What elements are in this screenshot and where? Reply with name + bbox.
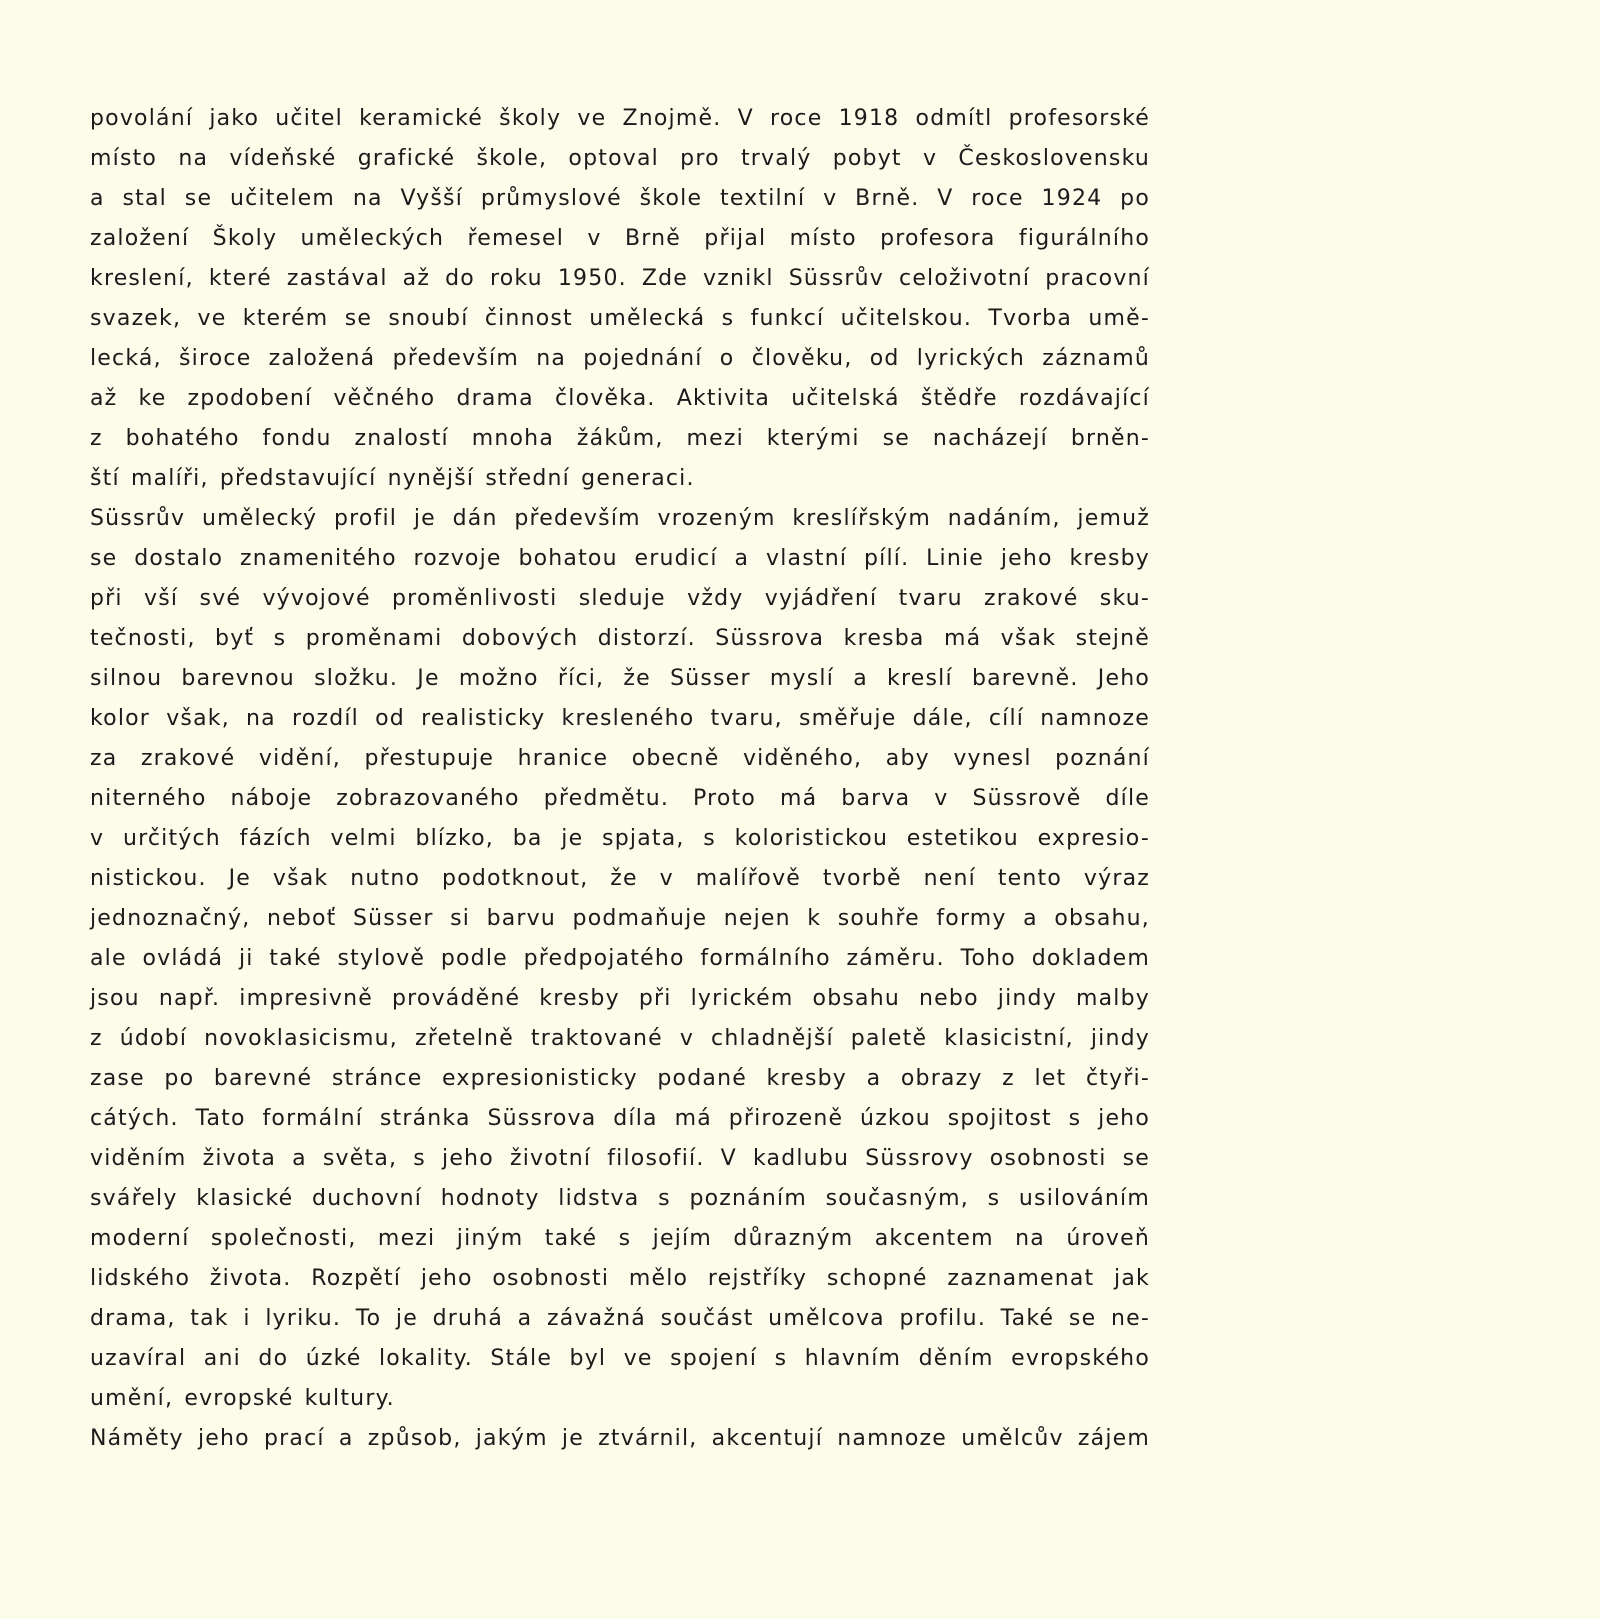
text-line: svářely klasické duchovní hodnoty lidstva s poznáním současným, s usilováním — [90, 1186, 1150, 1211]
text-line: z údobí novoklasicismu, zřetelně traktované v chladnější paletě klasicistní, jindy — [90, 1026, 1150, 1051]
text-line: založení Školy uměleckých řemesel v Brně přijal místo profesora figurálního — [90, 226, 1150, 251]
text-line: povolání jako učitel keramické školy ve Znojmě. V roce 1918 odmítl profesorské — [90, 106, 1150, 131]
text-line: umění, evropské kultury. — [90, 1386, 395, 1411]
text-line: místo na vídeňské grafické škole, optoval pro trvalý pobyt v Československu — [90, 146, 1150, 171]
text-line: při vší své vývojové proměnlivosti sleduje vždy vyjádření tvaru zrakové sku- — [90, 586, 1150, 611]
text-line: Náměty jeho prací a způsob, jakým je ztvárnil, akcentují namnoze umělcův zájem — [90, 1426, 1150, 1451]
text-line: viděním života a světa, s jeho životní filosofií. V kadlubu Süssrovy osobnosti se — [90, 1146, 1150, 1171]
body-text — [90, 99, 1150, 1459]
text-line: zase po barevné stránce expresionisticky podané kresby a obrazy z let čtyři- — [90, 1066, 1150, 1091]
text-line: se dostalo znamenitého rozvoje bohatou erudicí a vlastní pílí. Linie jeho kresby — [90, 546, 1150, 571]
text-line: lidského života. Rozpětí jeho osobnosti mělo rejstříky schopné zaznamenat jak — [90, 1266, 1150, 1291]
text-line: kreslení, které zastával až do roku 1950. Zde vznikl Süssrův celoživotní pracovní — [90, 266, 1150, 291]
text-line: niterného náboje zobrazovaného předmětu. Proto má barva v Süssrově díle — [90, 786, 1150, 811]
text-line: jsou např. impresivně prováděné kresby při lyrickém obsahu nebo jindy malby — [90, 986, 1150, 1011]
text-line: uzavíral ani do úzké lokality. Stále byl ve spojení s hlavním děním evropského — [90, 1346, 1150, 1371]
text-line: Süssrův umělecký profil je dán především vrozeným kreslířským nadáním, jemuž — [90, 506, 1150, 531]
text-line: ští malíři, představující nynější střední generaci. — [90, 466, 695, 491]
text-line: ale ovládá ji také stylově podle předpojatého formálního záměru. Toho dokladem — [90, 946, 1150, 971]
text-line: jednoznačný, neboť Süsser si barvu podmaňuje nejen k souhře formy a obsahu, — [90, 906, 1150, 931]
text-line: moderní společnosti, mezi jiným také s jejím důrazným akcentem na úroveň — [90, 1226, 1150, 1251]
text-line: svazek, ve kterém se snoubí činnost umělecká s funkcí učitelskou. Tvorba umě- — [90, 306, 1150, 331]
text-line: kolor však, na rozdíl od realisticky kresleného tvaru, směřuje dále, cílí namnoze — [90, 706, 1150, 731]
text-line: tečnosti, byť s proměnami dobových distorzí. Süssrova kresba má však stejně — [90, 626, 1150, 651]
text-line: až ke zpodobení věčného drama člověka. Aktivita učitelská štědře rozdávající — [90, 386, 1150, 411]
text-line: za zrakové vidění, přestupuje hranice obecně viděného, aby vynesl poznání — [90, 746, 1150, 771]
text-line: silnou barevnou složku. Je možno říci, že Süsser myslí a kreslí barevně. Jeho — [90, 666, 1150, 691]
text-line: lecká, široce založená především na pojednání o člověku, od lyrických záznamů — [90, 346, 1150, 371]
text-line: z bohatého fondu znalostí mnoha žákům, mezi kterými se nacházejí brněn- — [90, 426, 1150, 451]
text-line: drama, tak i lyriku. To je druhá a závažná součást umělcova profilu. Také se ne- — [90, 1306, 1150, 1331]
text-line: cátých. Tato formální stránka Süssrova díla má přirozeně úzkou spojitost s jeho — [90, 1106, 1150, 1131]
text-line: a stal se učitelem na Vyšší průmyslové škole textilní v Brně. V roce 1924 po — [90, 186, 1150, 211]
text-line: v určitých fázích velmi blízko, ba je spjata, s koloristickou estetikou expresio- — [90, 826, 1150, 851]
text-line: nistickou. Je však nutno podotknout, že v malířově tvorbě není tento výraz — [90, 866, 1150, 891]
